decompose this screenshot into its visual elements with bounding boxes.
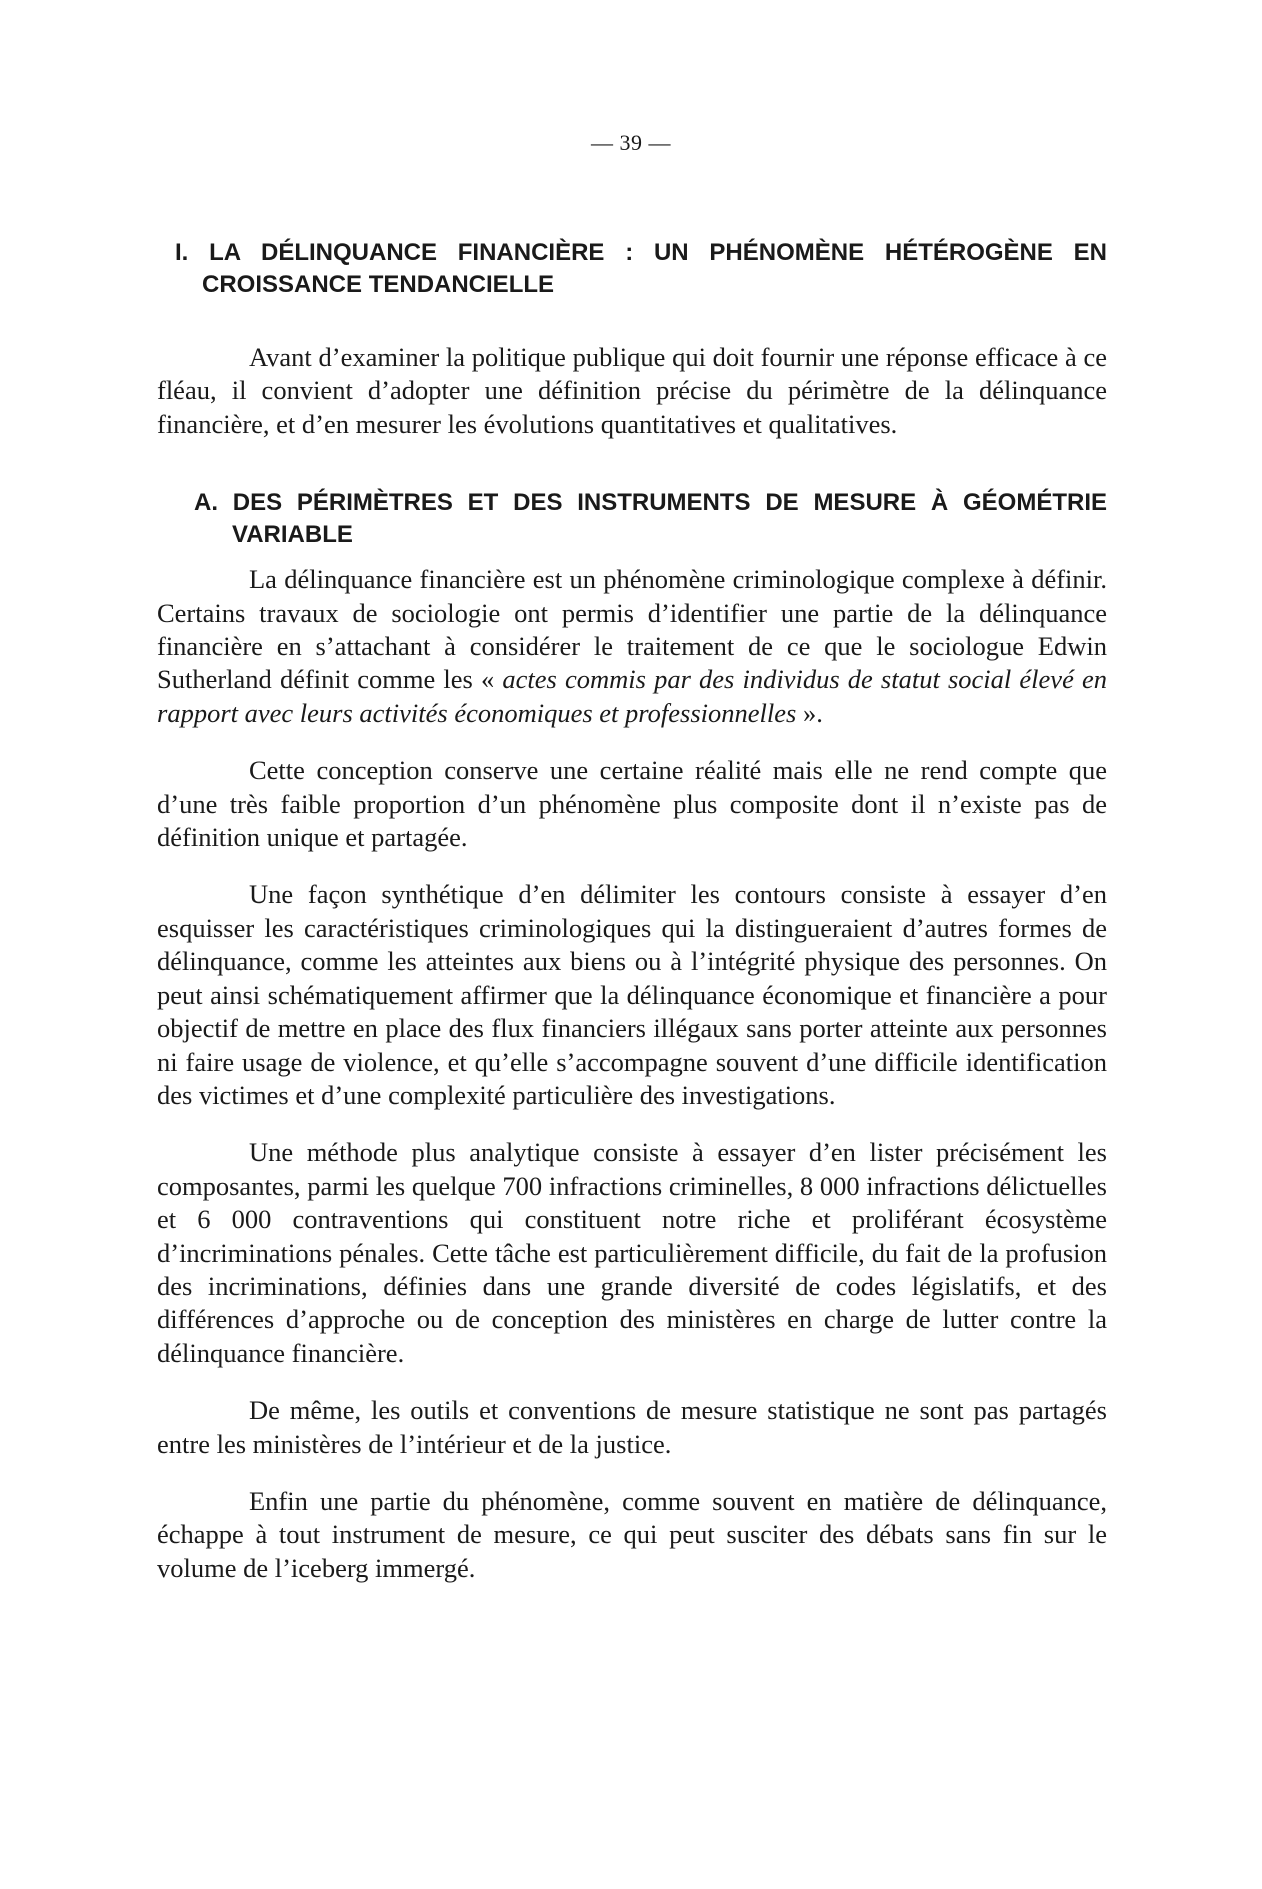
paragraph-analytic-method: Une méthode plus analytique consiste à essayer d’en lister précisément les composantes, parmi les quelque 700 infractions criminelles, 8 000 infractions délictuelles et 6 000 contraventions qui constituent notre riche et proliférant écosystème d’incriminations pénales. Cette tâche est particulièrement difficile, du fait de la profusion des incriminations, définies dans une grande diversité de codes législatifs, et des différences d’approche ou de conception des ministères en charge de lutter contre la délinquance financière. [157, 1137, 1107, 1368]
paragraph-iceberg: Enfin une partie du phénomène, comme souvent en matière de délinquance, échappe à tout instrument de mesure, ce qui peut susciter des débats sans fin sur le volume de l’iceberg immergé. [157, 1485, 1107, 1583]
subsection-heading: A. DES PÉRIMÈTRES ET DES INSTRUMENTS DE MESURE À GÉOMÉTRIE VARIABLE [194, 489, 1107, 549]
intro-paragraph: Avant d’examiner la politique publique qui doit fournir une réponse efficace à ce fléau, il convient d’adopter une définition précise du périmètre de la délinquance financière, et d’en mesurer les évolutions quantitatives et qualitatives. [157, 342, 1107, 439]
paragraph-text: La délinquance financière est un phénomène criminologique complexe à définir. Certains travaux de sociologie ont permis d’identifier une partie de la délinquance financière en s’attachant à considérer le traitement de ce que le sociologue Edwin Sutherland définit comme les « [157, 564, 1107, 695]
paragraph-conception: Cette conception conserve une certaine réalité mais elle ne rend compte que d’une très faible proportion d’un phénomène plus composite dont il n’existe pas de définition unique et partagée. [157, 755, 1107, 853]
paragraph-text: ». [796, 697, 823, 728]
paragraph-synthetic-method: Une façon synthétique d’en délimiter les contours consiste à essayer d’en esquisser les caractéristiques criminologiques qui la distingueraient d’autres formes de délinquance, comme les atteintes aux biens ou à l’intégrité physique des personnes. On peut ainsi schématiquement affirmer que la délinquance économique et financière a pour objectif de mettre en place des flux financiers illégaux sans porter atteinte aux personnes ni faire usage de violence, et qu’elle s’accompagne souvent d’une difficile identification des victimes et d’une complexité particulière des investigations. [157, 879, 1107, 1110]
sutherland-quote: actes commis par des individus de statut social élevé en rapport avec leurs activités économiques et professionnelles [157, 664, 1107, 728]
paragraph-definition [157, 563, 1107, 730]
page-number: — 39 — [591, 130, 671, 155]
paragraph-statistics: De même, les outils et conventions de mesure statistique ne sont pas partagés entre les ministères de l’intérieur et de la justice. [157, 1395, 1107, 1459]
section-heading: I. LA DÉLINQUANCE FINANCIÈRE : UN PHÉNOMÈNE HÉTÉROGÈNE EN CROISSANCE TENDANCIELLE [175, 239, 1107, 298]
page-body [157, 237, 1107, 1609]
